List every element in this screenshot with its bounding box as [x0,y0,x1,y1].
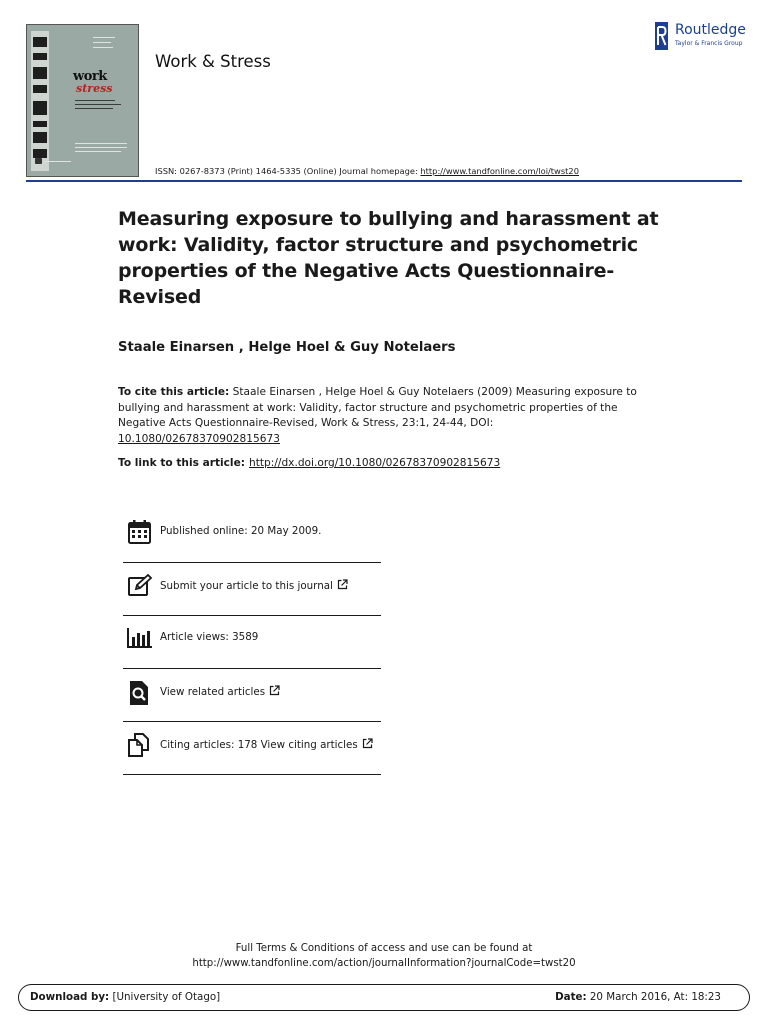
citation-text: Staale Einarsen , Helge Hoel & Guy Notelaers (2009) Measuring exposure to bullying and harassment at work: Validity, factor structure and psychometric properties of the Negative Acts Questionnaire-Revised, Work & Stress, 23:1, 24-44, DOI: [118,386,637,429]
article-url-link[interactable]: http://dx.doi.org/10.1080/02678370902815673 [249,457,501,469]
external-link-icon [269,685,280,696]
download-label: Download by: [30,991,110,1003]
doi-link[interactable]: 10.1080/02678370902815673 [118,432,280,445]
citing-documents-icon [127,732,153,758]
link-to-article [118,457,500,469]
related-articles-link[interactable]: View related articles [160,686,266,698]
submit-article-row[interactable] [123,563,381,616]
date-label: Date: [555,991,587,1003]
related-articles-row[interactable] [123,669,381,722]
publisher-subtitle: Taylor & Francis Group [675,40,743,47]
citing-articles-row[interactable] [123,722,381,775]
submit-article-link[interactable]: Submit your article to this journal [160,580,333,592]
citing-articles-link[interactable]: Citing articles: 178 View citing articles [160,739,358,751]
routledge-logo-icon [655,22,668,50]
edit-icon [127,573,153,599]
external-link-icon [362,738,373,749]
cover-side-strip [31,31,49,171]
article-info-list [123,510,381,775]
article-views-text: Article views: 3589 [160,631,259,643]
cover-publisher-mark [35,158,42,164]
calendar-icon [127,519,153,545]
citation-label: To cite this article: [118,386,230,398]
search-document-icon [127,680,153,706]
published-online-text: Published online: 20 May 2009. [160,525,322,537]
external-link-icon [337,579,348,590]
citation-block [118,385,638,447]
link-to-label: To link to this article: [118,457,245,469]
terms-url-link[interactable]: http://www.tandfonline.com/action/journalInformation?journalCode=twst20 [192,958,576,969]
header-divider [26,180,742,182]
cover-title-stress: stress [76,82,113,95]
terms-text: Full Terms & Conditions of access and use can be found at [235,943,533,954]
journal-cover-thumbnail [26,24,139,177]
article-title: Measuring exposure to bullying and harassment at work: Validity, factor structure and psychometric properties of the Negative Acts Questionnaire-Revised [118,208,659,308]
article-views-row [123,616,381,669]
journal-name: Work & Stress [155,52,271,71]
publisher-name: Routledge [675,22,746,38]
date-value: 20 March 2016, At: 18:23 [586,991,721,1003]
download-value: [University of Otago] [109,991,221,1003]
download-by [30,991,220,1003]
routledge-logo[interactable] [655,22,745,50]
article-authors: Staale Einarsen , Helge Hoel & Guy Notelaers [118,340,456,355]
issn-line [155,166,579,176]
journal-homepage-link[interactable]: http://www.tandfonline.com/loi/twst20 [420,166,579,176]
issn-text: ISSN: 0267-8373 (Print) 1464-5335 (Online) Journal homepage: [155,166,421,176]
published-online-row [123,510,381,563]
bar-chart-icon [127,626,153,652]
cover-title-work: work [73,69,107,84]
download-date [555,991,721,1003]
download-info-bar [18,984,750,1011]
